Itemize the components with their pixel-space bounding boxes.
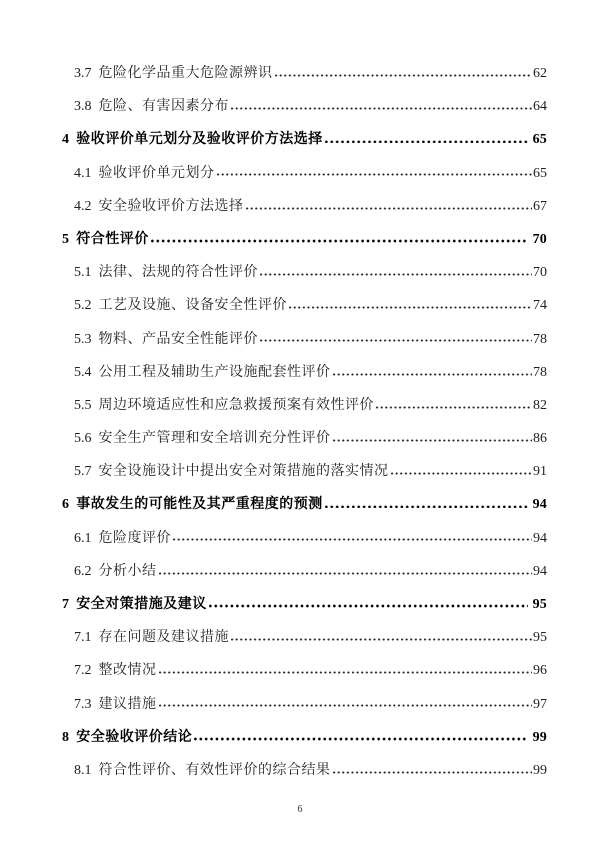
toc-entry-page: 62: [533, 66, 547, 81]
toc-entry-page: 94: [533, 563, 547, 579]
toc-entry: [62, 585, 547, 618]
toc-leader-dots: [260, 330, 532, 343]
toc-entry-page: 64: [533, 99, 547, 115]
toc-entry-number: 7.1: [74, 630, 92, 646]
toc-entry-page: 74: [533, 298, 547, 314]
toc-entry: [62, 54, 547, 87]
toc-leader-dots: [159, 661, 533, 674]
toc-leader-dots: [275, 64, 533, 77]
table-of-contents: [62, 54, 547, 784]
toc-entry: [62, 253, 547, 286]
toc-entry-page: 99: [532, 729, 547, 745]
toc-leader-dots: [194, 728, 527, 741]
toc-leader-dots: [159, 562, 533, 575]
toc-entry: [62, 286, 547, 319]
toc-leader-dots: [391, 462, 533, 475]
toc-entry-number: 5.3: [74, 331, 92, 347]
toc-leader-dots: [333, 761, 533, 774]
toc-entry-title: 安全对策措施及建议: [76, 595, 207, 611]
toc-entry: [62, 187, 547, 220]
toc-entry: [62, 552, 547, 585]
toc-entry: [62, 87, 547, 120]
toc-entry-page: 95: [533, 630, 547, 646]
toc-leader-dots: [260, 263, 532, 276]
toc-entry-page: 70: [533, 265, 547, 281]
toc-entry: [62, 452, 547, 485]
toc-entry-page: 82: [533, 397, 547, 413]
page-number: 6: [297, 804, 303, 815]
toc-entry-page: 78: [533, 331, 547, 347]
toc-leader-dots: [173, 529, 532, 542]
toc-entry-number: 8.1: [74, 762, 92, 778]
toc-entry-number: 5.1: [74, 265, 92, 281]
toc-leader-dots: [159, 695, 533, 708]
toc-entry: [62, 519, 547, 552]
toc-entry-page: 70: [532, 231, 547, 247]
toc-entry-number: 3.7: [74, 66, 92, 81]
toc-entry-title: 危险化学品重大危险源辨识: [98, 66, 273, 81]
toc-entry-number: 6.1: [74, 530, 92, 546]
toc-leader-dots: [289, 296, 532, 309]
toc-entry-title: 危险度评价: [98, 530, 171, 546]
toc-entry-number: 3.8: [74, 99, 92, 115]
toc-entry: [62, 353, 547, 386]
toc-entry-page: 65: [533, 165, 547, 181]
toc-entry-title: 法律、法规的符合性评价: [98, 265, 258, 281]
toc-entry-title: 工艺及设施、设备安全性评价: [98, 298, 287, 314]
toc-entry-number: 4.2: [74, 198, 92, 214]
toc-entry-title: 安全验收评价结论: [76, 727, 193, 744]
toc-entry-title: 安全生产管理和安全培训充分性评价: [98, 431, 331, 447]
toc-entry: [62, 154, 547, 187]
toc-leader-dots: [325, 495, 528, 508]
toc-entry-page: 96: [533, 663, 547, 679]
toc-entry-title: 分析小结: [98, 563, 157, 579]
toc-leader-dots: [333, 363, 533, 376]
toc-leader-dots: [246, 197, 533, 210]
toc-entry: [62, 120, 547, 153]
toc-entry: [62, 751, 547, 784]
toc-entry-number: 6: [62, 497, 70, 513]
toc-entry-number: 5.5: [74, 397, 92, 413]
toc-entry-page: 78: [533, 364, 547, 380]
toc-entry-number: 5.2: [74, 298, 92, 314]
toc-leader-dots: [151, 230, 528, 243]
toc-leader-dots: [217, 164, 533, 177]
toc-entry-page: 86: [533, 431, 547, 447]
toc-leader-dots: [231, 628, 532, 641]
toc-entry-title: 验收评价单元划分: [98, 165, 215, 181]
toc-entry-number: 7.2: [74, 663, 92, 679]
toc-leader-dots: [231, 97, 532, 110]
toc-entry-number: 5.6: [74, 431, 92, 447]
toc-entry-title: 公用工程及辅助生产设施配套性评价: [98, 364, 331, 380]
toc-entry-page: 97: [533, 696, 547, 712]
toc-entry-title: 物料、产品安全性能评价: [98, 331, 258, 347]
toc-entry-page: 65: [532, 132, 547, 148]
toc-entry-number: 4.1: [74, 165, 92, 181]
toc-entry-title: 符合性评价: [76, 229, 149, 246]
toc-entry-number: 5: [62, 231, 70, 247]
toc-entry-page: 94: [533, 530, 547, 546]
toc-entry: [62, 718, 547, 751]
toc-entry-page: 99: [533, 762, 547, 778]
toc-entry-page: 67: [533, 198, 547, 214]
toc-entry-number: 7.3: [74, 696, 92, 712]
toc-leader-dots: [376, 396, 532, 409]
toc-entry-title: 事故发生的可能性及其严重程度的预测: [76, 495, 323, 512]
toc-entry-number: 7: [62, 597, 70, 612]
toc-entry: [62, 386, 547, 419]
toc-leader-dots: [325, 130, 528, 143]
toc-entry: [62, 320, 547, 353]
toc-entry-page: 95: [532, 597, 547, 612]
toc-entry: [62, 485, 547, 518]
toc-entry-title: 整改情况: [98, 663, 157, 679]
toc-leader-dots: [209, 595, 528, 608]
toc-entry-number: 4: [62, 132, 70, 148]
toc-entry: [62, 220, 547, 253]
toc-entry-title: 存在问题及建议措施: [98, 630, 229, 646]
toc-entry-page: 91: [533, 464, 547, 480]
toc-entry-number: 8: [62, 729, 70, 745]
toc-entry-number: 5.4: [74, 364, 92, 380]
toc-entry: [62, 651, 547, 684]
toc-entry-title: 符合性评价、有效性评价的综合结果: [98, 762, 331, 778]
toc-entry-title: 验收评价单元划分及验收评价方法选择: [76, 130, 323, 147]
toc-entry: [62, 685, 547, 718]
toc-entry-number: 5.7: [74, 464, 92, 480]
toc-entry-title: 建议措施: [98, 696, 157, 712]
toc-entry: [62, 618, 547, 651]
toc-entry-title: 周边环境适应性和应急救援预案有效性评价: [98, 397, 374, 413]
toc-entry-title: 危险、有害因素分布: [98, 99, 229, 115]
toc-leader-dots: [333, 429, 533, 442]
toc-entry-page: 94: [532, 497, 547, 513]
toc-entry-title: 安全验收评价方法选择: [98, 198, 244, 214]
toc-entry: [62, 419, 547, 452]
toc-entry-title: 安全设施设计中提出安全对策措施的落实情况: [98, 464, 389, 480]
toc-entry-number: 6.2: [74, 563, 92, 579]
